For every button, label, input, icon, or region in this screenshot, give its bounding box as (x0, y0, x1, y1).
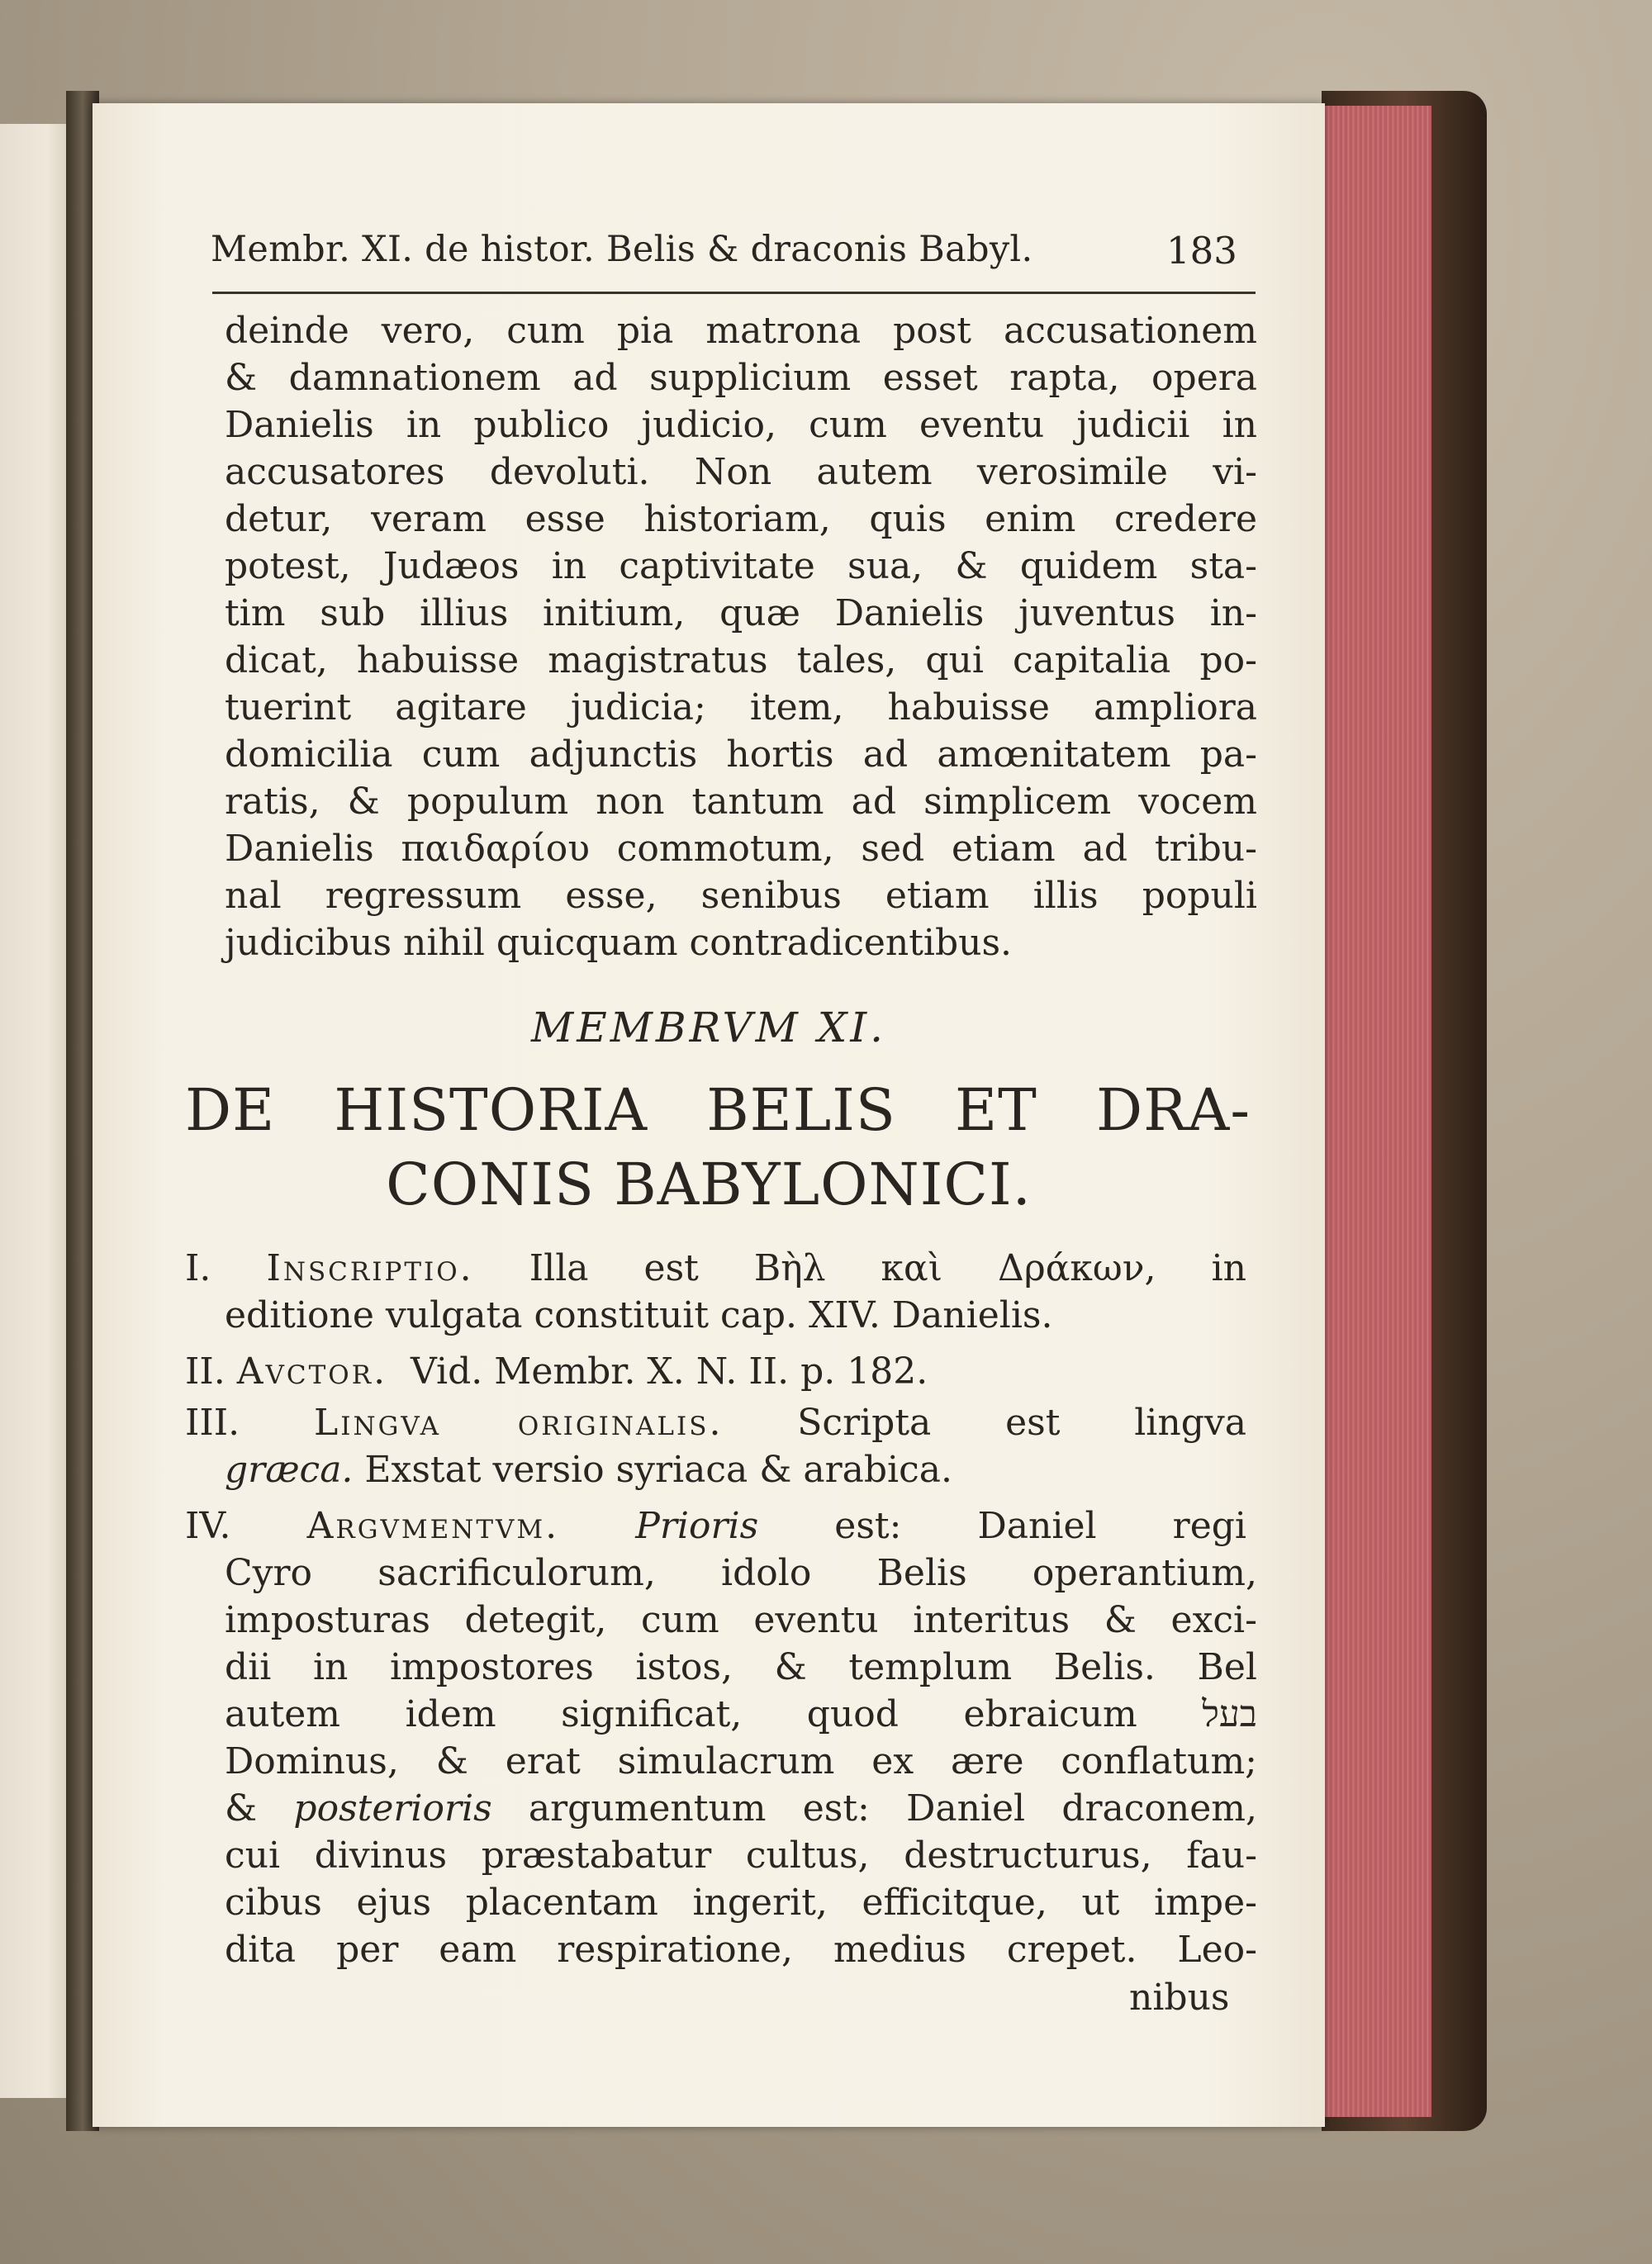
text-line: tim sub illius initium, quæ Danielis juventus in- (225, 592, 1257, 634)
section-label: Argvmentvm. (306, 1505, 560, 1547)
running-head: Membr. XI. de histor. Belis & draconis Babyl. (211, 229, 1033, 270)
text-line: cibus ejus placentam ingerit, efficitque, ut impe- (225, 1882, 1257, 1924)
header-rule (212, 292, 1256, 294)
text-line: imposturas detegit, cum eventu interitus & exci- (225, 1599, 1257, 1641)
red-page-edges (1322, 106, 1431, 2117)
book-page (93, 103, 1325, 2127)
section-label: Inscriptio. (266, 1247, 474, 1289)
text-line: ratis, & populum non tantum ad simplicem vocem (225, 781, 1257, 823)
catchword: nibus (1129, 1977, 1230, 2019)
italic-word: posterioris (293, 1787, 492, 1830)
text-line: Cyro sacrificulorum, idolo Belis operantium, (225, 1552, 1257, 1594)
section-lingua (185, 1402, 1246, 1444)
text-line: editione vulgata constituit cap. XIV. Danielis. (225, 1294, 1053, 1336)
section-text: Exstat versio syriaca & arabica. (364, 1449, 952, 1491)
text-line: nal regressum esse, senibus etiam illis populi (225, 875, 1257, 917)
section-number: III. (185, 1402, 240, 1444)
section-text: Scripta est lingva (797, 1402, 1246, 1444)
membrum-title: MEMBRVM XI. (531, 1004, 886, 1051)
text-line: Danielis παιδαρίου commotum, sed etiam ad tribu- (225, 828, 1257, 870)
section-number: I. (185, 1247, 211, 1289)
text-line: Danielis in publico judicio, cum eventu judicii in (225, 404, 1257, 446)
text-line: autem idem significat, quod ebraicum בעל (225, 1693, 1257, 1735)
text-line: & damnationem ad supplicium esset rapta, opera (225, 357, 1257, 399)
text-line: cui divinus præstabatur cultus, destructurus, fau- (225, 1834, 1257, 1877)
section-text: argumentum est: Daniel draconem, (528, 1787, 1257, 1830)
text-line: dii in impostores istos, & templum Belis. Bel (225, 1646, 1257, 1688)
chapter-title-continued: CONIS BABYLONICI. (386, 1151, 1032, 1218)
section-argumentum (185, 1505, 1246, 1547)
section-auctor (185, 1350, 928, 1393)
text-line: deinde vero, cum pia matrona post accusationem (225, 310, 1257, 352)
text-line: domicilia cum adjunctis hortis ad amœnitatem pa- (225, 733, 1257, 776)
section-label: Lingva originalis. (313, 1402, 724, 1444)
section-text: Vid. Membr. X. N. II. p. 182. (411, 1350, 928, 1393)
text-line: accusatores devoluti. Non autem verosimile vi- (225, 451, 1257, 493)
section-number: II. (185, 1350, 225, 1393)
page-number: 183 (1166, 229, 1237, 273)
section-label: Avctor. (236, 1350, 388, 1393)
section-text: & (225, 1787, 258, 1830)
text-line: tuerint agitare judicia; item, habuisse ampliora (225, 686, 1257, 729)
text-line (225, 1449, 952, 1491)
chapter-title: DE HISTORIA BELIS ET DRA- (185, 1076, 1251, 1144)
text-line: judicibus nihil quicquam contradicentibus. (225, 922, 1013, 964)
text-line: dita per eam respiratione, medius crepet. Leo- (225, 1929, 1257, 1971)
text-line: dicat, habuisse magistratus tales, qui capitalia po- (225, 639, 1257, 681)
text-line: Dominus, & erat simulacrum ex ære conflatum; (225, 1740, 1257, 1782)
italic-word: Prioris (635, 1505, 759, 1547)
text-line: detur, veram esse historiam, quis enim credere (225, 498, 1257, 540)
section-number: IV. (185, 1505, 231, 1547)
section-inscriptio (185, 1247, 1246, 1289)
section-text: Illa est Βὴλ καὶ Δράκων, in (529, 1247, 1246, 1289)
text-line: potest, Judæos in captivitate sua, & quidem sta- (225, 545, 1257, 587)
section-text: est: Daniel regi (834, 1505, 1246, 1547)
text-line (225, 1787, 1257, 1830)
italic-word: græca. (225, 1449, 354, 1491)
